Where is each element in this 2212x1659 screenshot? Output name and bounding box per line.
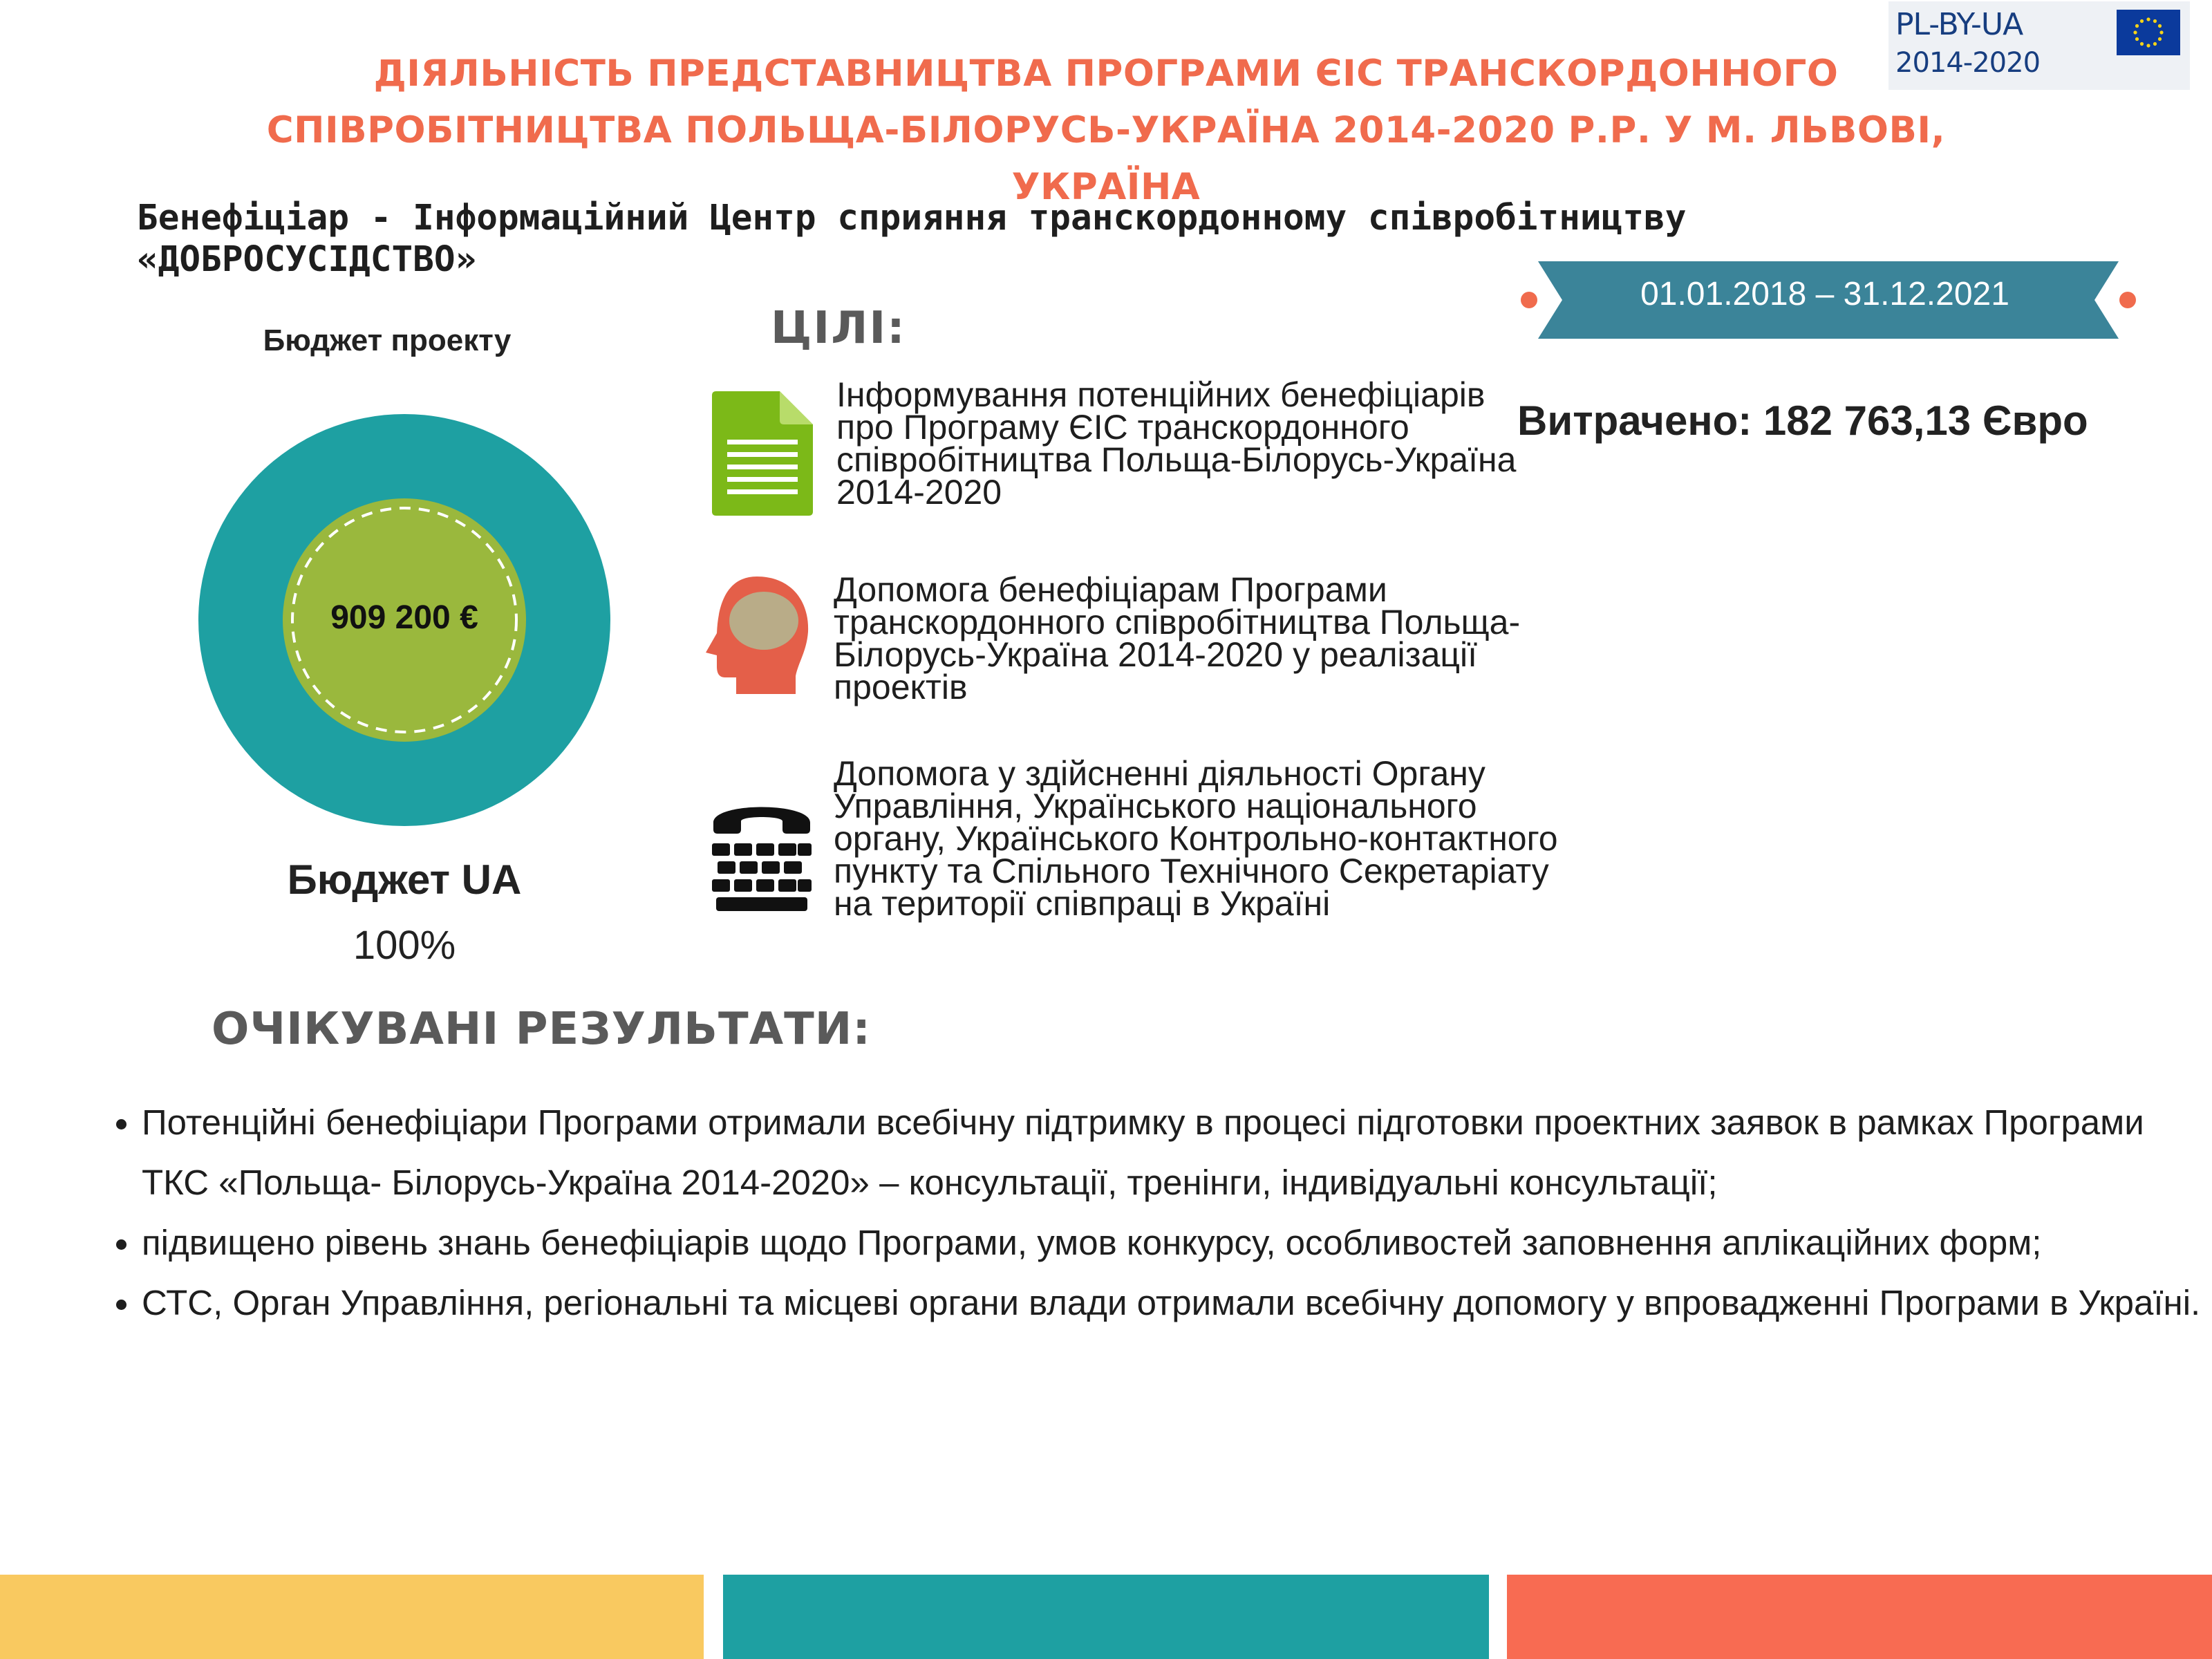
- result-item: • підвищено рівень знань бенефіціарів щодо Програми, умов конкурсу, особливостей заповнення аплікаційних форм;: [142, 1212, 2212, 1273]
- footer-bar-coral: [1507, 1575, 2212, 1659]
- spent-amount: Витрачено: 182 763,13 Євро: [1517, 397, 2088, 444]
- goal-item: Допомога у здійсненні діяльності Органу Управління, Українського національного органу, Українського Контрольно-контактного пункту та Спільного Технічного Секретаріату на території співпраці в Україні: [834, 754, 1558, 923]
- results-heading: ОЧІКУВАНІ РЕЗУЛЬТАТИ:: [212, 1004, 871, 1055]
- result-item: • Потенційні бенефіціари Програми отримали всебічну підтримку в процесі підготовки проектних заявок в рамках Програми ТКС «Польща- Білорусь-Україна 2014-2020» – консультації, тренінги, індивідуальні консультації;: [142, 1092, 2212, 1212]
- budget-label: Бюджет проекту: [263, 324, 512, 357]
- eu-flag-icon: [2117, 10, 2180, 55]
- footer-bar-teal: [723, 1575, 1489, 1659]
- head-icon: [702, 572, 812, 697]
- footer-bar-yellow: [0, 1575, 704, 1659]
- result-item: • СТС, Орган Управління, регіональні та місцеві органи влади отримали всебічну допомогу у впровадженні Програми в Україні.: [142, 1273, 2212, 1333]
- ribbon-dot-left: [1521, 292, 1537, 308]
- budget-ua-label: Бюджет UA: [287, 856, 522, 903]
- logo-text-program: PL-BY-UA: [1895, 7, 2023, 42]
- budget-ua-percent: 100%: [353, 923, 456, 968]
- telephone-icon: [711, 795, 813, 912]
- goal-item: Допомога бенефіціарам Програми транскордонного співробітництва Польща-Білорусь-Україна 2014-2020 у реалізації проектів: [834, 570, 1521, 706]
- goals-heading: ЦІЛІ:: [771, 303, 906, 354]
- ribbon-dot-right: [2119, 292, 2136, 308]
- logo-text-years: 2014-2020: [1895, 47, 2041, 79]
- project-period: 01.01.2018 – 31.12.2021: [1640, 276, 2009, 312]
- goal-item: Інформування потенційних бенефіціарів про Програму ЄІС транскордонного співробітництва Польща-Білорусь-Україна 2014-2020: [836, 375, 1517, 512]
- results-list: [97, 1092, 2212, 1333]
- document-icon: [712, 391, 813, 516]
- budget-amount: 909 200 €: [330, 599, 478, 636]
- page-title: ДІЯЛЬНІСТЬ ПРЕДСТАВНИЦТВА ПРОГРАМИ ЄІС ТРАНСКОРДОННОГО СПІВРОБІТНИЦТВА ПОЛЬЩА-БІЛОРУСЬ-УКРАЇНА 2014-2020 Р.Р. У М. ЛЬВОВІ, УКРАЇНА: [266, 53, 1946, 208]
- beneficiary-name: «ДОБРОСУСІДСТВО»: [137, 239, 477, 280]
- beneficiary-line: Бенефіціар - Інформаційний Центр сприяння транскордонному співробітництву: [137, 198, 1687, 238]
